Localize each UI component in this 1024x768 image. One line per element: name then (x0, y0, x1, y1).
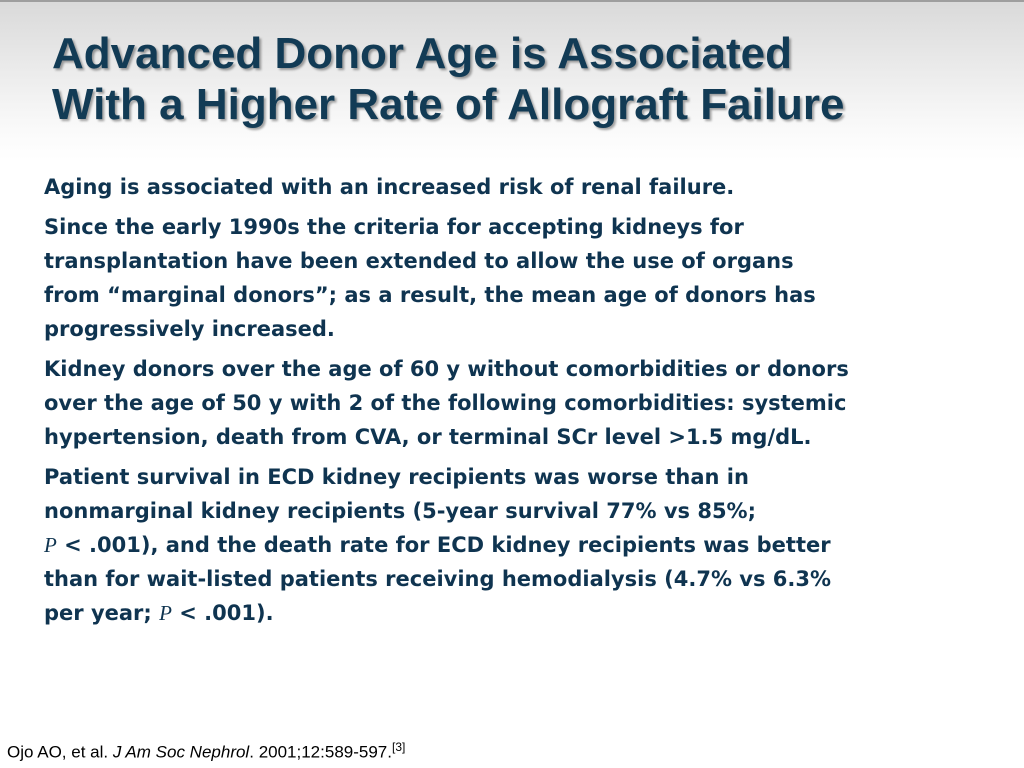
bullet-item-survival (44, 460, 994, 630)
bullet-item-aging (44, 170, 994, 204)
citation-journal: J Am Soc Nephrol (112, 742, 250, 762)
citation (7, 740, 405, 763)
bullet-line-text: per year; (44, 601, 152, 625)
title-line-2: With a Higher Rate of Allograft Failure (52, 80, 845, 129)
bullet-list (44, 170, 994, 636)
bullet-line (44, 528, 994, 562)
slide-title (52, 28, 992, 130)
p-value-symbol: P (44, 533, 57, 557)
bullet-line: progressively increased. (44, 317, 335, 341)
bullet-line-text: < .001). (179, 601, 274, 625)
bullet-line: than for wait-listed patients receiving hemodialysis (4.7% vs 6.3% (44, 567, 832, 591)
citation-period: . (249, 742, 254, 762)
slide-top-border (0, 0, 1024, 2)
bullet-line: Kidney donors over the age of 60 y without comorbidities or donors (44, 357, 849, 381)
citation-details: 2001;12:589-597. (258, 742, 392, 762)
bullet-line: Aging is associated with an increased risk of renal failure. (44, 175, 735, 199)
bullet-item-donor-definition (44, 352, 994, 454)
bullet-line: hypertension, death from CVA, or terminal SCr level >1.5 mg/dL. (44, 425, 812, 449)
bullet-line: nonmarginal kidney recipients (5-year survival 77% vs 85%; (44, 499, 757, 523)
bullet-line: over the age of 50 y with 2 of the following comorbidities: systemic (44, 391, 847, 415)
bullet-line-text: < .001), and the death rate for ECD kidney recipients was better (64, 533, 831, 557)
p-value-symbol: P (159, 601, 172, 625)
bullet-line: from “marginal donors”; as a result, the mean age of donors has (44, 283, 816, 307)
citation-authors: Ojo AO, et al. (7, 742, 109, 762)
bullet-line: Patient survival in ECD kidney recipients was worse than in (44, 465, 749, 489)
bullet-line: transplantation have been extended to allow the use of organs (44, 249, 794, 273)
bullet-line: Since the early 1990s the criteria for accepting kidneys for (44, 215, 744, 239)
title-line-1: Advanced Donor Age is Associated (52, 29, 793, 78)
citation-ref: [3] (391, 740, 406, 754)
bullet-line (44, 596, 994, 630)
bullet-item-criteria (44, 210, 994, 346)
